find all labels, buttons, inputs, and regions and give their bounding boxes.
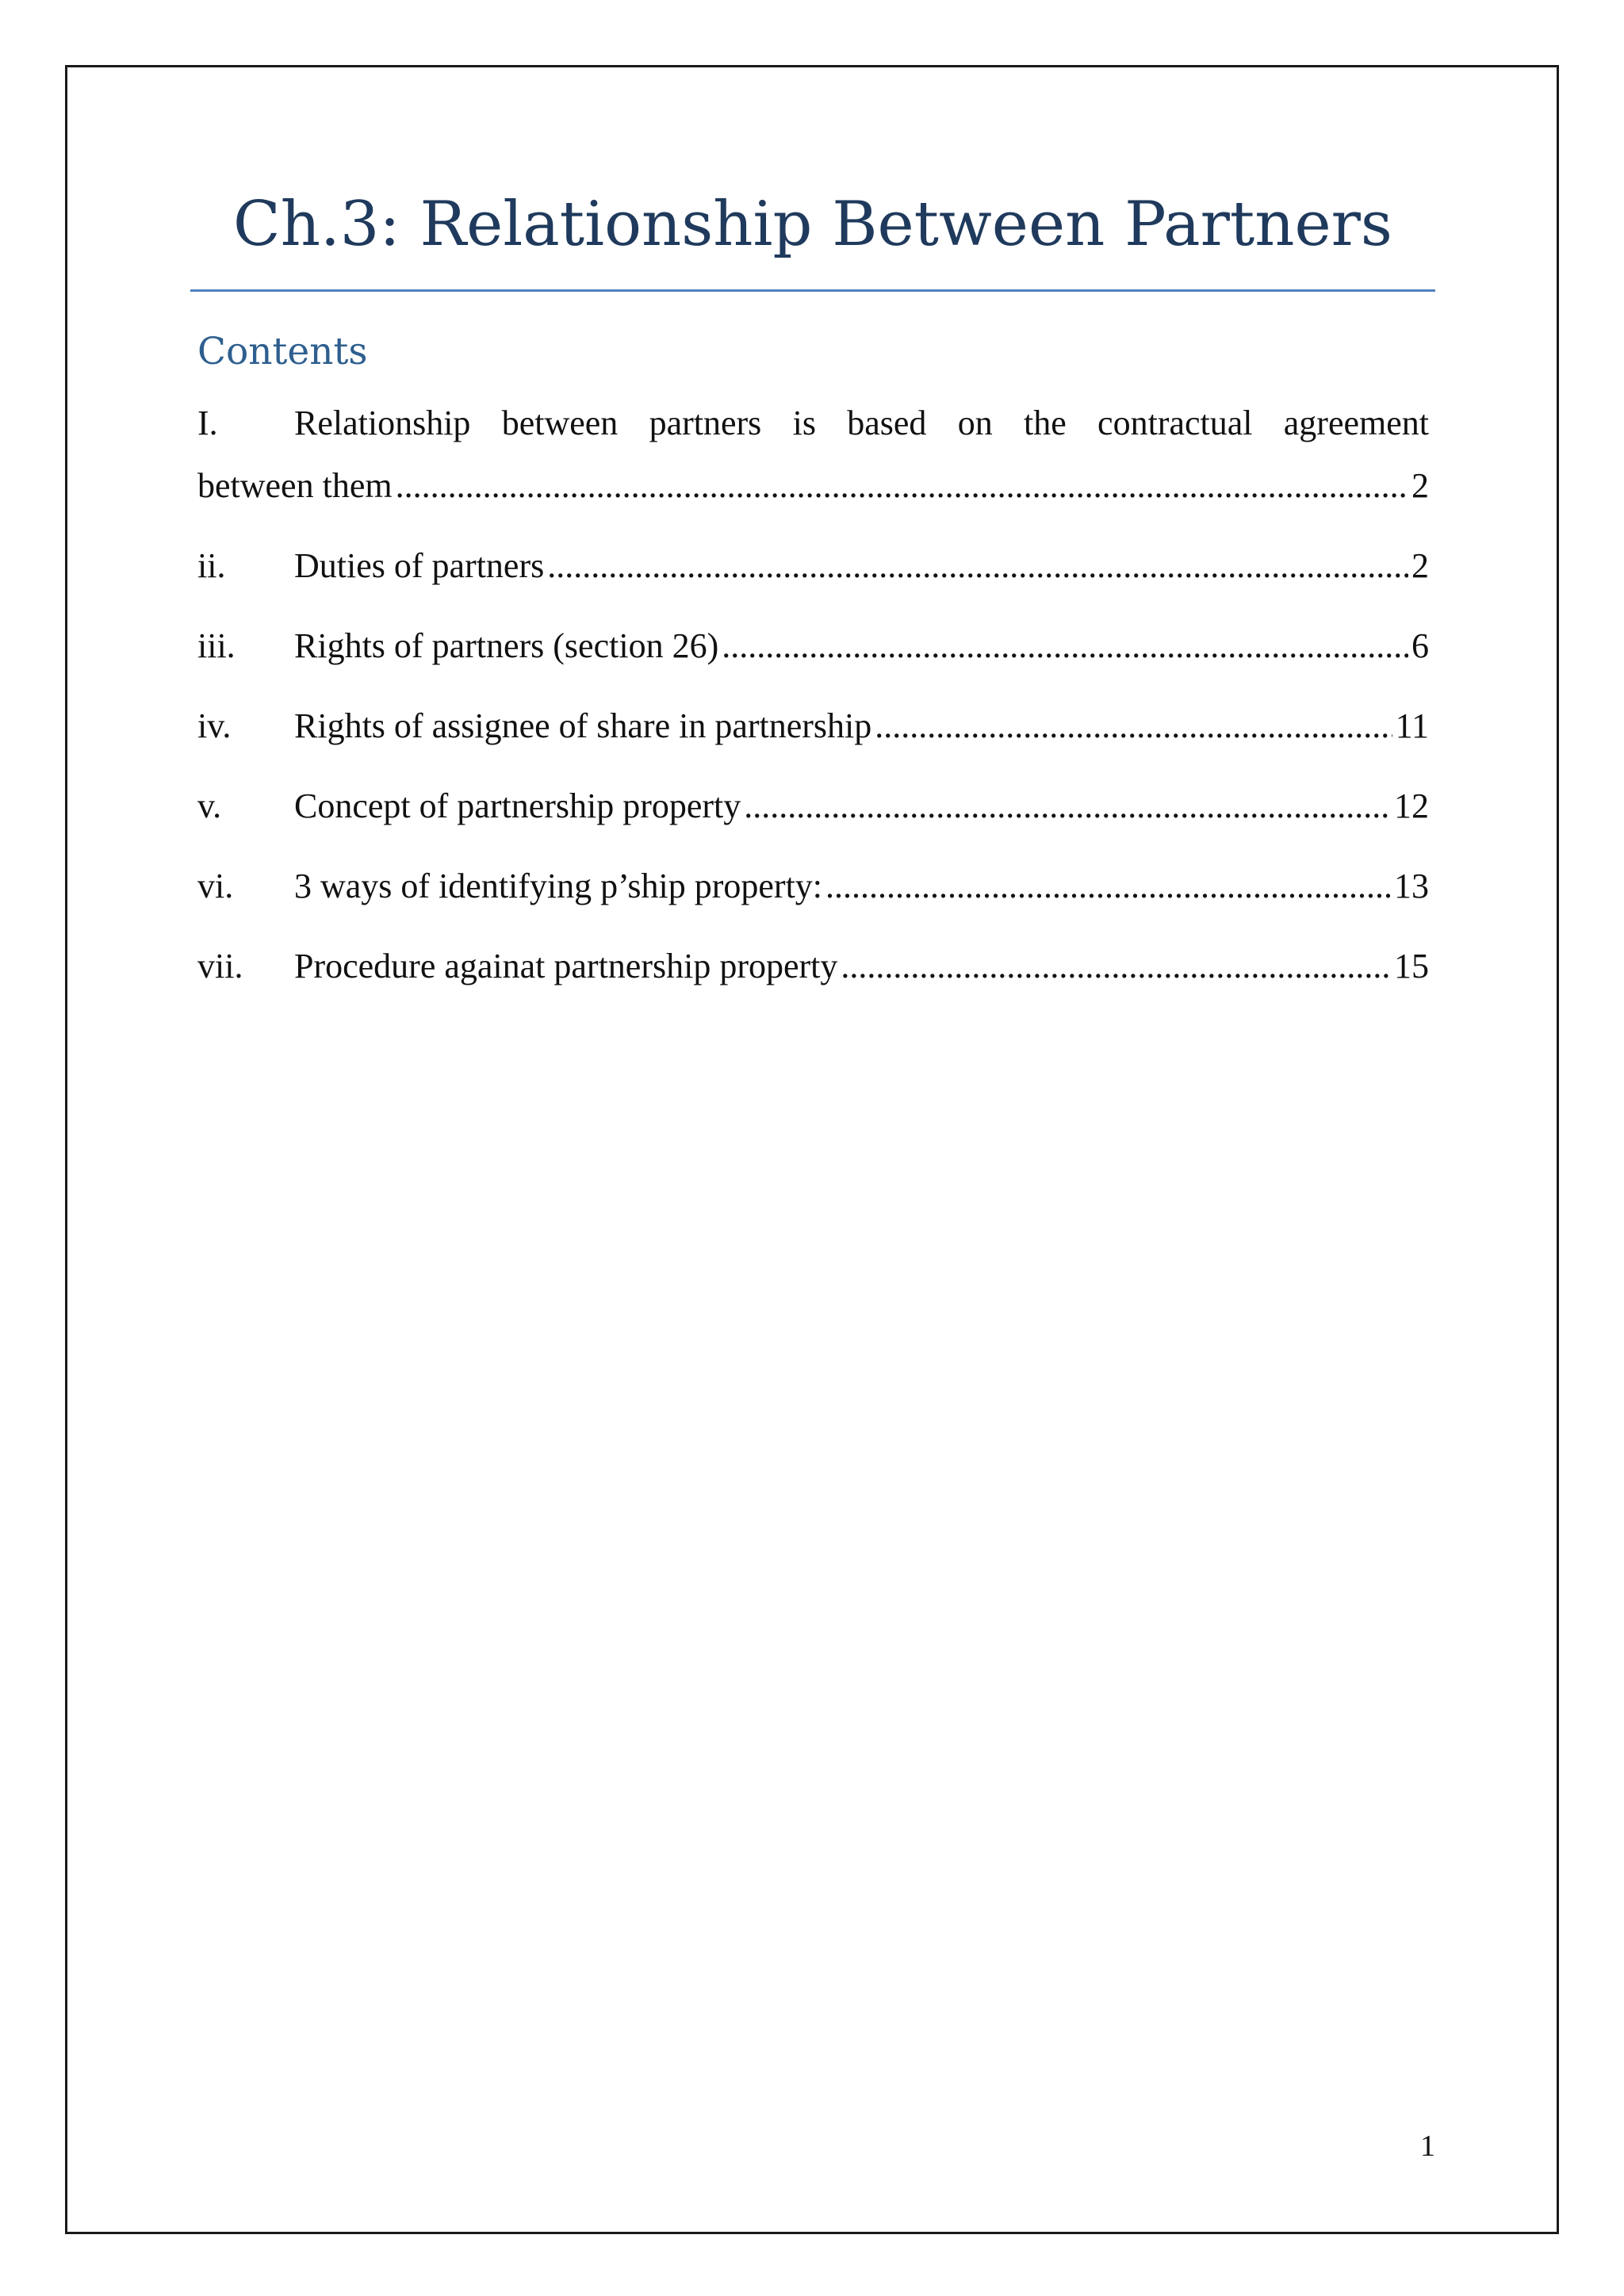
contents-heading: Contents: [197, 330, 368, 373]
toc-entry-4[interactable]: [197, 706, 1429, 753]
toc-entry-number: v.: [197, 786, 222, 825]
toc-entry-2[interactable]: [197, 546, 1429, 593]
toc-entry-6[interactable]: [197, 869, 1429, 913]
toc-entry-1-line-2[interactable]: [197, 466, 1429, 513]
toc-entry-page: 15: [1394, 947, 1429, 985]
toc-leader-dots: [841, 949, 1391, 984]
toc-entry-7[interactable]: [197, 949, 1429, 993]
toc-entry-text: Duties of partners: [294, 546, 545, 585]
toc-entry-number: vii.: [197, 947, 243, 985]
toc-entry-text: between them: [197, 466, 393, 505]
toc-entry-1-line-1[interactable]: [197, 406, 1429, 450]
toc-entry-page: 12: [1394, 786, 1429, 825]
toc-entry-number: iv.: [197, 706, 232, 745]
toc-entry-5[interactable]: [197, 786, 1429, 833]
toc-entry-page: 11: [1395, 706, 1429, 745]
toc-entry-text: 3 ways of identifying p’ship property:: [294, 867, 823, 905]
toc-entry-text: Rights of assignee of share in partnership: [294, 706, 872, 745]
title-underline: [190, 289, 1435, 292]
toc-leader-dots: [722, 629, 1408, 664]
toc-entry-number: iii.: [197, 626, 236, 665]
toc-entry-page: 2: [1411, 466, 1429, 505]
toc-leader-dots: [825, 869, 1391, 904]
document-title: Ch.3: Relationship Between Partners: [233, 189, 1392, 260]
toc-entry-number: I.: [197, 404, 218, 442]
toc-entry-number: ii.: [197, 546, 226, 585]
page-border: [65, 65, 1559, 2234]
toc-entry-page: 13: [1394, 867, 1429, 905]
toc-leader-dots: [744, 789, 1391, 824]
page-number: 1: [1420, 2130, 1435, 2163]
toc-leader-dots: [396, 469, 1408, 503]
toc-leader-dots: [547, 549, 1408, 584]
toc-entry-text: Relationship between partners is based on the contractual agreement: [294, 404, 1429, 442]
toc-entry-text: Procedure againat partnership property: [294, 947, 838, 985]
toc-entry-text: Concept of partnership property: [294, 786, 741, 825]
toc-entry-3[interactable]: [197, 626, 1429, 673]
toc-entry-page: 2: [1411, 546, 1429, 585]
toc-entry-number: vi.: [197, 867, 234, 905]
toc-leader-dots: [875, 709, 1392, 744]
toc-entry-page: 6: [1411, 626, 1429, 665]
toc-entry-text: Rights of partners (section 26): [294, 626, 719, 665]
